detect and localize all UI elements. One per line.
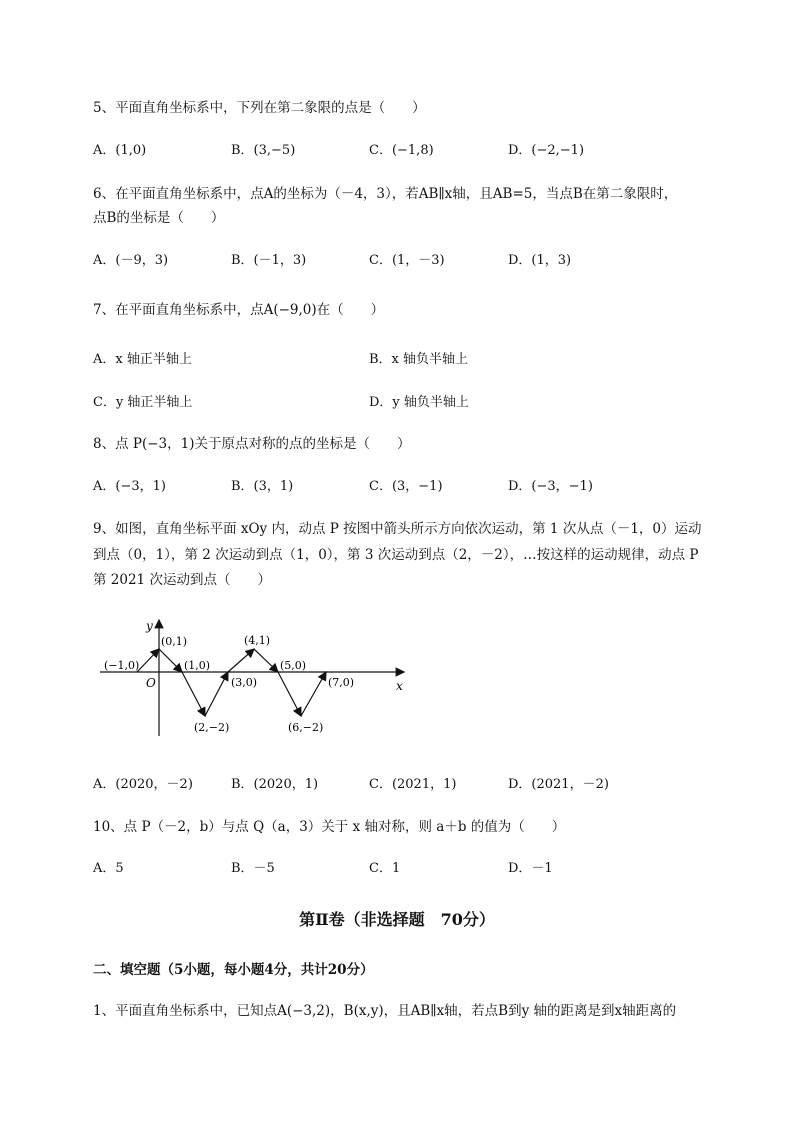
q5-option-d: D．(−2,−1) — [508, 143, 585, 158]
q9-figure — [98, 612, 418, 742]
part-title: 二、填空题（5小题，每小题4分，共计20分） — [93, 962, 374, 978]
q9-option-d: D．(2021，－2) — [508, 777, 609, 792]
segment-6 — [254, 649, 278, 672]
q8-option-a: A．(−3，1) — [93, 479, 166, 494]
q8-option-d: D．(−3，−1) — [508, 479, 593, 494]
q6-stem-line1: 6、在平面直角坐标系中，点A的坐标为（－4，3），若AB∥x轴，且AB=5，当点B在第二象限时， — [93, 186, 678, 202]
q5-option-a: A．(1,0) — [93, 143, 147, 158]
q6-option-c: C．(1，－3) — [369, 253, 445, 268]
q7-option-b: B．x 轴负半轴上 — [369, 352, 469, 367]
point-label: (0,1) — [161, 635, 188, 648]
point-label: (6,−2) — [288, 721, 324, 734]
q10-option-c: C．1 — [369, 861, 401, 876]
origin-label: O — [146, 676, 156, 690]
y-axis-label: y — [146, 619, 153, 633]
q9-option-a: A．(2020，－2) — [93, 777, 193, 792]
point-label: (−1,0) — [104, 659, 140, 672]
segment-2 — [159, 649, 182, 672]
point-label: (7,0) — [328, 676, 355, 689]
q8-stem: 8、点 P(−3，1)关于原点对称的点的坐标是（ ） — [93, 436, 411, 452]
q5-stem: 5、平面直角坐标系中，下列在第二象限的点是（ ） — [93, 100, 426, 116]
q8-option-b: B．(3，1) — [231, 479, 294, 494]
point-label: (4,1) — [244, 634, 271, 647]
point-label: (1,0) — [184, 659, 211, 672]
point-label: (5,0) — [280, 659, 307, 672]
q10-option-d: D．－1 — [508, 861, 553, 876]
q10-option-b: B．－5 — [231, 861, 275, 876]
segment-3 — [182, 672, 205, 716]
q9-stem-line2: 到点（0，1），第 2 次运动到点（1，0），第 3 次运动到点（2，－2），…按这样的运动规律，动点 P — [93, 547, 699, 563]
q7-stem: 7、在平面直角坐标系中，点A(−9,0)在（ ） — [93, 302, 385, 318]
q8-option-c: C．(3，−1) — [369, 479, 443, 494]
q5-option-c: C．(−1,8) — [369, 143, 434, 158]
q6-option-d: D．(1，3) — [508, 253, 572, 268]
q5-option-b: B．(3,−5) — [231, 143, 296, 158]
segment-4 — [205, 672, 228, 716]
q7-option-c: C．y 轴正半轴上 — [93, 395, 193, 410]
q10-stem: 10、点 P（－2，b）与点 Q（a，3）关于 x 轴对称，则 a＋b 的值为（ ） — [93, 819, 566, 835]
section-title: 第Ⅱ卷（非选择题 70分） — [299, 910, 495, 929]
fill-q1-stem: 1、平面直角坐标系中，已知点A(−3,2)，B(x,y)，且AB∥x轴，若点B到y 轴的距离是到x轴距离的 — [93, 1003, 677, 1019]
x-axis-label: x — [396, 679, 403, 693]
segment-5 — [228, 649, 254, 672]
q7-option-d: D．y 轴负半轴上 — [369, 395, 469, 410]
q9-option-c: C．(2021，1) — [369, 777, 457, 792]
segment-7 — [278, 672, 301, 716]
q9-option-b: B．(2020，1) — [231, 777, 319, 792]
segment-1 — [137, 649, 159, 672]
segment-8 — [301, 672, 326, 716]
q9-stem-line3: 第 2021 次运动到点（ ） — [93, 572, 271, 588]
point-label: (2,−2) — [194, 721, 230, 734]
q9-stem-line1: 9、如图，直角坐标平面 xOy 内，动点 P 按图中箭头所示方向依次运动，第 1 次从点（－1，0）运动 — [93, 521, 702, 537]
q6-option-b: B．(－1，3) — [231, 253, 307, 268]
q6-stem-line2: 点B的坐标是（ ） — [93, 210, 225, 226]
q10-option-a: A．5 — [93, 861, 124, 876]
q7-option-a: A．x 轴正半轴上 — [93, 352, 192, 367]
q6-option-a: A．(－9，3) — [93, 253, 169, 268]
point-label: (3,0) — [231, 676, 258, 689]
